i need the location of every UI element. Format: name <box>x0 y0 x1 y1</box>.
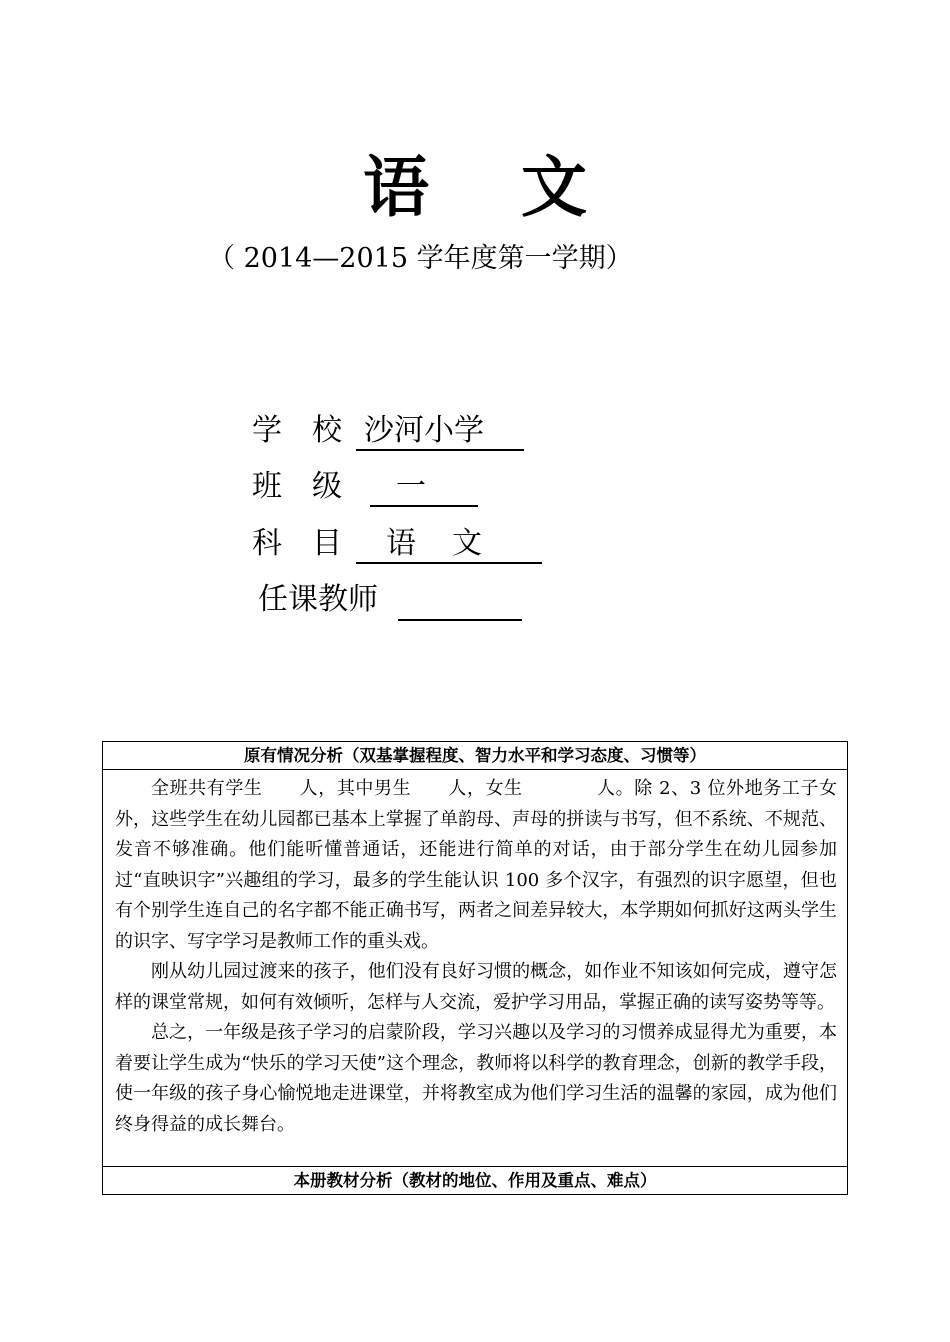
subject-label: 科 目 <box>252 526 342 561</box>
school-row <box>252 410 524 452</box>
teacher-value <box>398 583 522 621</box>
document-subtitle: （ 2014—2015 学年度第一学期） <box>208 243 633 274</box>
paragraph: 刚从幼儿园过渡来的孩子，他们没有良好习惯的概念，如作业不知该如何完成，遵守怎样的课堂常规，如何有效倾听，怎样与人交流，爱护学习用品，掌握正确的读写姿势等等。 <box>115 961 837 1013</box>
teacher-label: 任课教师 <box>258 582 378 617</box>
teacher-row <box>258 579 522 621</box>
class-row <box>252 466 478 508</box>
document-title: 语文 <box>363 149 679 226</box>
subject-row <box>252 523 542 565</box>
paragraph: 全班共有学生 人，其中男生 人，女生 人。除 2、3 位外地务工子女外，这些学生在幼儿园都已基本上掌握了单韵母、声母的拼读与书写，但不系统、不规范、发音不够准确。他们能听懂普通话，还能进行简单的对话，由于部分学生在幼儿园参加过“直映识字”兴趣组的学习，最多的学生能认识 100 多个汉字，有强烈的识字愿望，但也有个别学生连自己的名字都不能正确书写，两者之间差异较大，本学期如何抓好这两头学生的识字、写字学习是教师工作的重头戏。 <box>115 778 837 952</box>
class-value: 一 <box>370 469 478 507</box>
school-label: 学 校 <box>252 413 342 448</box>
section-body-original-situation <box>103 770 847 1167</box>
subject-value: 语文 <box>356 526 542 564</box>
section-heading-original-situation: 原有情况分析（双基掌握程度、智力水平和学习态度、习惯等） <box>103 742 847 770</box>
section-heading-textbook-analysis: 本册教材分析（教材的地位、作用及重点、难点） <box>293 1171 657 1190</box>
school-value: 沙河小学 <box>356 413 524 451</box>
paragraph: 总之，一年级是孩子学习的启蒙阶段，学习兴趣以及学习的习惯养成显得尤为重要，本着要让学生成为“快乐的学习天使”这个理念，教师将以科学的教育理念，创新的教学手段，使一年级的孩子身心愉悦地走进课堂，并将教室成为他们学习生活的温馨的家园，成为他们终身得益的成长舞台。 <box>115 1022 837 1135</box>
class-label: 班 级 <box>252 469 342 504</box>
analysis-table <box>102 741 848 1195</box>
